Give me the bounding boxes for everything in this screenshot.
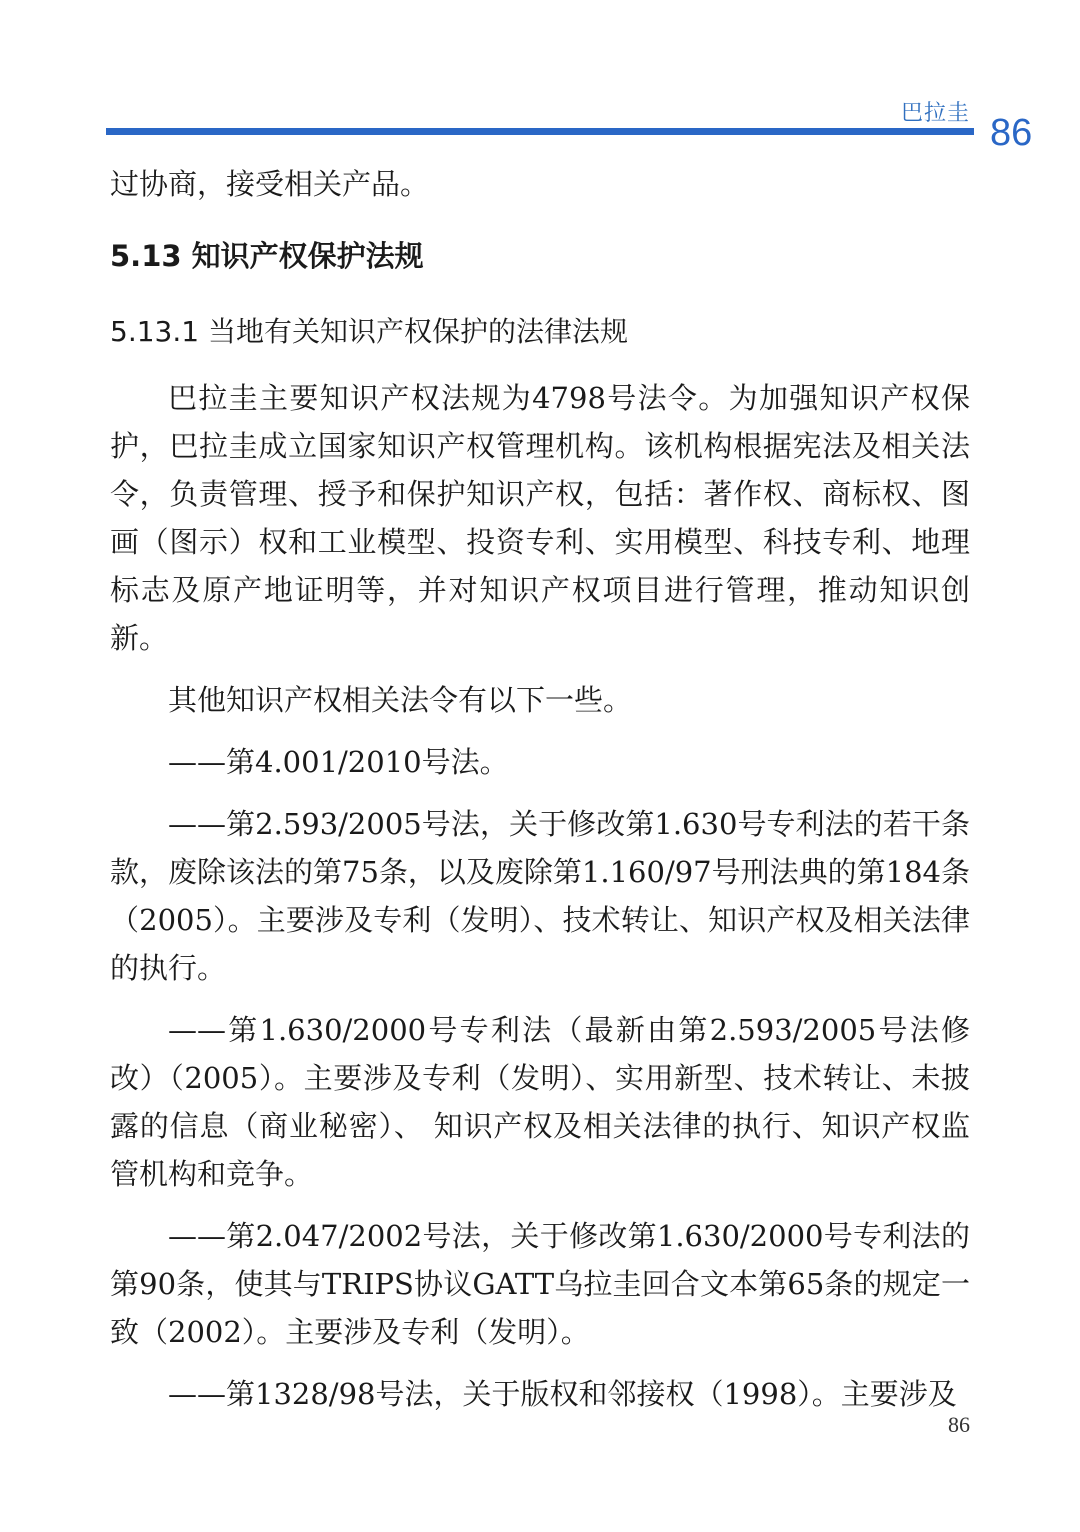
footer-page-number: 86	[948, 1412, 970, 1437]
list-item: ——第4.001/2010号法。	[168, 745, 509, 779]
lead-line: 过协商，接受相关产品。	[110, 167, 430, 201]
list-item: ——第1.630/2000号专利法（最新由第2.593/2005号法修改）（2005）。主要涉及专利（发明）、实用新型、技术转让、未披露的信息（商业秘密）、 知识产权及相关法律的执行、知识产权监管机构和竞争。	[110, 1013, 970, 1191]
subsection-heading: 5.13.1 当地有关知识产权保护的法律法规	[110, 315, 628, 348]
paragraph: 巴拉圭主要知识产权法规为4798号法令。为加强知识产权保护，巴拉圭成立国家知识产权管理机构。该机构根据宪法及相关法令，负责管理、授予和保护知识产权，包括：著作权、商标权、图画（图示）权和工业模型、投资专利、实用模型、科技专利、地理标志及原产地证明等，并对知识产权项目进行管理，推动知识创新。	[110, 381, 970, 655]
list-item: ——第2.047/2002号法，关于修改第1.630/2000号专利法的第90条，使其与TRIPS协议GATT乌拉圭回合文本第65条的规定一致（2002）。主要涉及专利（发明）。	[110, 1219, 970, 1349]
section-heading: 5.13 知识产权保护法规	[110, 239, 424, 273]
list-item: ——第2.593/2005号法，关于修改第1.630号专利法的若干条款，废除该法的第75条，以及废除第1.160/97号刑法典的第184条（2005）。主要涉及专利（发明）、技术转让、知识产权及相关法律的执行。	[110, 807, 970, 985]
header-rule	[106, 128, 974, 135]
list-item: ——第1328/98号法，关于版权和邻接权（1998）。主要涉及	[168, 1377, 957, 1411]
header-country-label: 巴拉圭	[900, 101, 970, 126]
paragraph: 其他知识产权相关法令有以下一些。	[168, 683, 633, 717]
page-body	[110, 160, 970, 1432]
header-page-number: 86	[990, 112, 1033, 154]
